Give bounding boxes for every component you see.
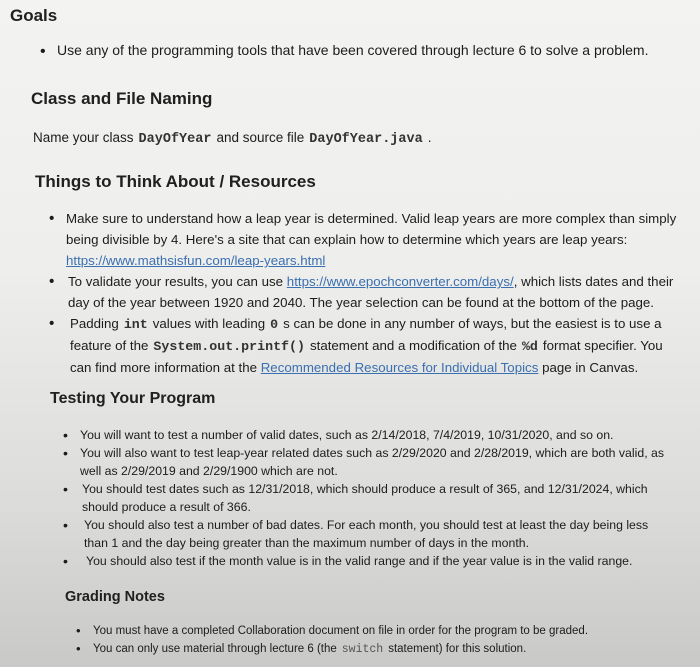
class-name-code: DayOfYear — [138, 132, 212, 147]
list-item: • You must have a completed Collaboration document on file in order for the program to be graded. — [93, 622, 683, 640]
text: To validate your results, you can use — [68, 274, 284, 289]
grading-heading: Grading Notes — [65, 589, 165, 605]
list-item — [93, 640, 683, 659]
text: and source file — [216, 130, 305, 145]
list-item: • Use any of the programming tools that have been covered through lecture 6 to solve a problem. — [57, 42, 648, 58]
mathsisfun-link[interactable]: https://www.mathsisfun.com/leap-years.html — [66, 253, 326, 268]
grading-list — [93, 622, 683, 659]
text: Padding — [70, 316, 119, 331]
text: You can only use material through lecture 6 (the — [93, 643, 337, 655]
recommended-resources-link[interactable]: Recommended Resources for Individual Topics — [260, 360, 539, 375]
text: s can be done in any number of ways, but the easiest is to use a feature of the — [70, 316, 662, 353]
goals-heading: Goals — [10, 6, 58, 25]
text: values with leading — [152, 316, 266, 331]
code-format: %d — [521, 339, 538, 354]
text: . — [427, 130, 432, 145]
testing-list — [80, 426, 670, 570]
text: , which lists dates and their day of the year between 1920 and 2040. The year selection can be found at the bottom of the page. — [68, 274, 674, 310]
resources-list — [66, 208, 678, 378]
testing-heading: Testing Your Program — [50, 390, 216, 407]
text: statement) for this solution. — [388, 643, 527, 655]
list-item: • You will also want to test leap-year related dates such as 2/29/2020 and 2/28/2019, which are both valid, as well as 2/29/2019 and 2/29/1900 which are not. — [80, 444, 670, 480]
list-item: • You should also test a number of bad dates. For each month, you should test at least the day being less than 1 and the day being greater than the maximum number of days in the month. — [80, 516, 670, 552]
resources-heading: Things to Think About / Resources — [35, 172, 316, 191]
text: page in Canvas. — [542, 360, 639, 375]
text: format specifier. You can find more information at the — [70, 338, 663, 375]
text: Name your class — [33, 130, 134, 145]
code-zero: 0 — [270, 317, 279, 332]
list-item: • You should also test if the month value is in the valid range and if the year value is in the valid range. — [80, 552, 670, 570]
list-item: • You should test dates such as 12/31/2018, which should produce a result of 365, and 12/31/2024, which should produce a result of 366. — [80, 480, 670, 516]
epochconverter-link[interactable]: https://www.epochconverter.com/days/ — [286, 274, 514, 289]
goals-list — [57, 42, 648, 58]
code-printf: System.out.printf() — [153, 339, 305, 354]
naming-text — [33, 130, 431, 147]
code-switch: switch — [341, 643, 384, 656]
naming-heading: Class and File Naming — [31, 89, 213, 108]
list-item: • You will want to test a number of valid dates, such as 2/14/2018, 7/4/2019, 10/31/2020, and so on. — [80, 426, 670, 444]
file-name-code: DayOfYear.java — [309, 132, 423, 147]
list-item — [66, 208, 678, 271]
text: statement and a modification of the — [309, 338, 517, 353]
code-int: int — [123, 317, 148, 332]
list-item — [66, 313, 678, 378]
list-item — [66, 271, 678, 313]
text: Make sure to understand how a leap year is determined. Valid leap years are more complex than simply being divisible by 4. Here's a site that can explain how to determine which years are leap years: — [66, 211, 677, 247]
